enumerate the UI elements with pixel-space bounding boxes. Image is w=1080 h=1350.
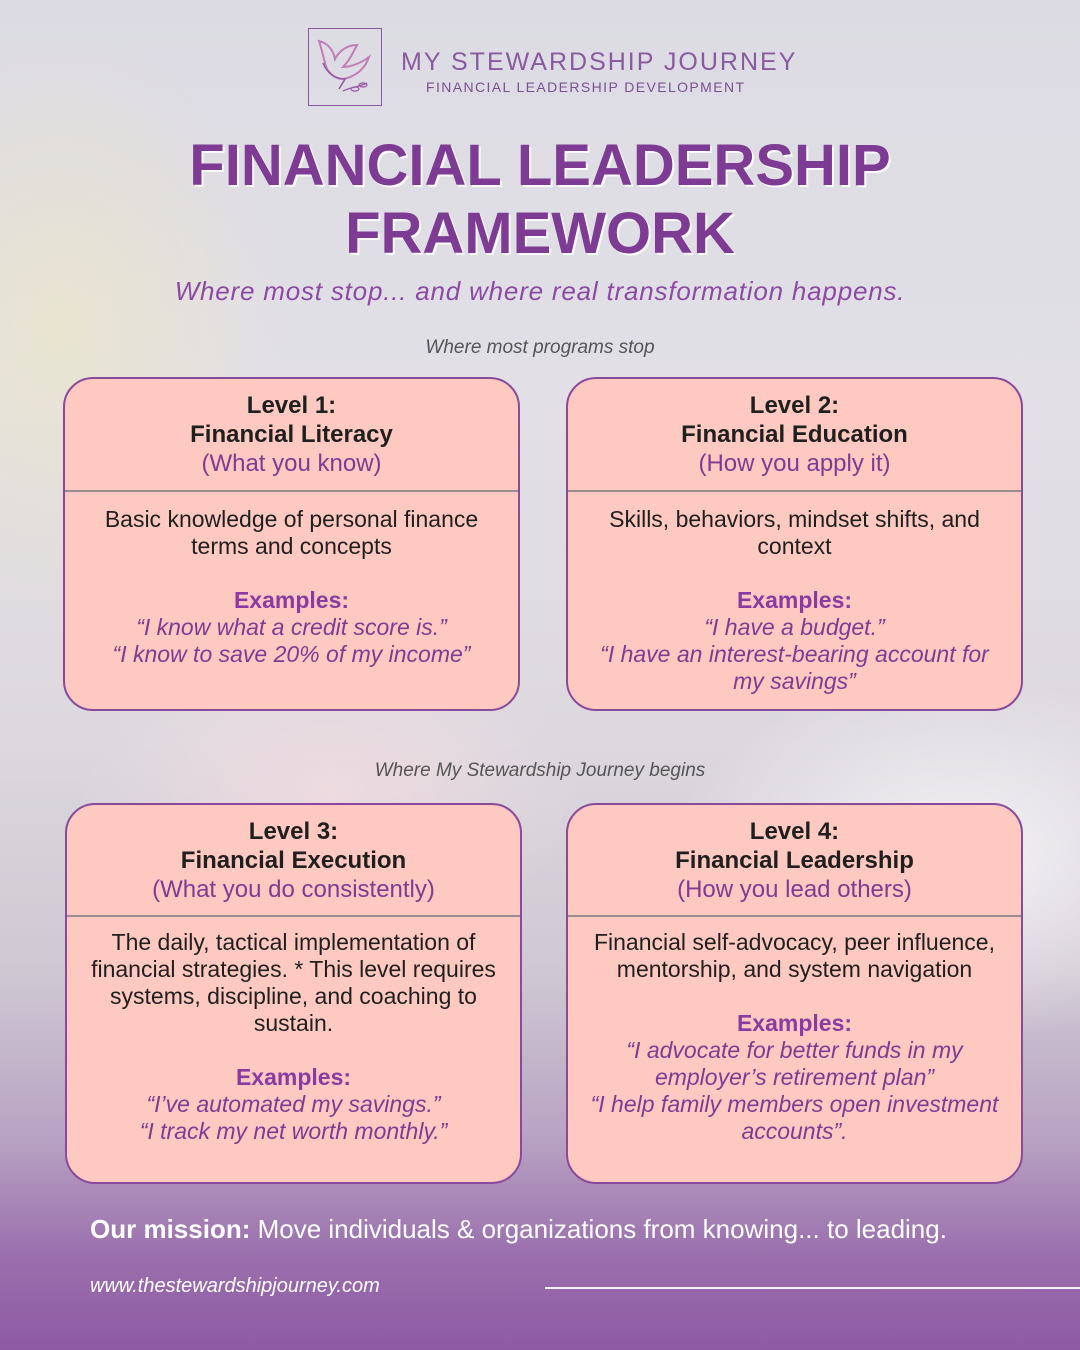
- mission-label: Our mission:: [90, 1214, 251, 1244]
- example-item: “I know what a credit score is.”: [136, 614, 447, 640]
- example-item: “I help family members open investment accounts”.: [590, 1091, 999, 1144]
- example-item: “I track my net worth monthly.”: [139, 1118, 448, 1144]
- level-number: Level 1:: [246, 392, 337, 419]
- page-title-line1: FINANCIAL LEADERSHIP: [189, 133, 891, 198]
- level-name: Financial Education: [681, 421, 908, 448]
- level-card-header: [65, 379, 518, 492]
- level-card-body: [67, 917, 520, 1145]
- level-description: Skills, behaviors, mindset shifts, and context: [609, 506, 980, 559]
- level-card-2: [566, 377, 1023, 711]
- website-link[interactable]: www.thestewardshipjourney.com: [90, 1275, 380, 1297]
- level-description: Basic knowledge of personal finance terms and concepts: [104, 506, 479, 559]
- level-description: Financial self-advocacy, peer influence, mentorship, and system navigation: [593, 929, 995, 982]
- level-number: Level 3:: [248, 818, 339, 845]
- brand-logo: [308, 28, 798, 112]
- level-card-body: [568, 492, 1021, 695]
- level-card-body: [568, 917, 1021, 1145]
- examples-label: Examples:: [235, 1064, 352, 1090]
- level-card-header: [568, 379, 1021, 492]
- level-name: Financial Literacy: [190, 421, 393, 448]
- level-question: (How you apply it): [698, 450, 891, 477]
- level-name: Financial Leadership: [675, 847, 914, 874]
- brand-name: MY STEWARDSHIP JOURNEY: [401, 48, 798, 76]
- level-card-1: [63, 377, 520, 711]
- dove-icon: [308, 28, 382, 106]
- level-question: (What you know): [201, 450, 382, 477]
- examples-label: Examples:: [736, 587, 853, 613]
- level-question: (How you lead others): [677, 876, 912, 903]
- level-card-3: [65, 803, 522, 1184]
- examples-label: Examples:: [233, 587, 350, 613]
- footer-divider: [545, 1287, 1080, 1289]
- example-item: “I’ve automated my savings.”: [146, 1091, 441, 1117]
- level-card-body: [65, 492, 518, 668]
- page-title: [0, 132, 1080, 268]
- mission-statement: [90, 1214, 947, 1245]
- examples-label: Examples:: [736, 1010, 853, 1036]
- level-card-header: [568, 805, 1021, 917]
- level-question: (What you do consistently): [152, 876, 435, 903]
- level-card-4: [566, 803, 1023, 1184]
- level-card-header: [67, 805, 520, 917]
- level-number: Level 4:: [749, 818, 840, 845]
- example-item: “I know to save 20% of my income”: [112, 641, 471, 667]
- section-label-top: Where most programs stop: [425, 337, 655, 358]
- example-item: “I have a budget.”: [704, 614, 885, 640]
- section-label-middle: Where My Stewardship Journey begins: [374, 760, 706, 781]
- example-item: “I have an interest-bearing account for my savings”: [600, 641, 989, 694]
- page-title-line2: FRAMEWORK: [345, 201, 735, 266]
- level-name: Financial Execution: [180, 847, 407, 874]
- brand-tagline: FINANCIAL LEADERSHIP DEVELOPMENT: [426, 79, 746, 95]
- mission-text: Move individuals & organizations from knowing... to leading.: [250, 1214, 947, 1244]
- example-item: “I advocate for better funds in my employer’s retirement plan”: [626, 1037, 963, 1090]
- page-subtitle: Where most stop... and where real transformation happens.: [174, 276, 906, 306]
- level-description: The daily, tactical implementation of financial strategies. * This level requires systems, discipline, and coaching to sustain.: [91, 929, 496, 1036]
- level-number: Level 2:: [749, 392, 840, 419]
